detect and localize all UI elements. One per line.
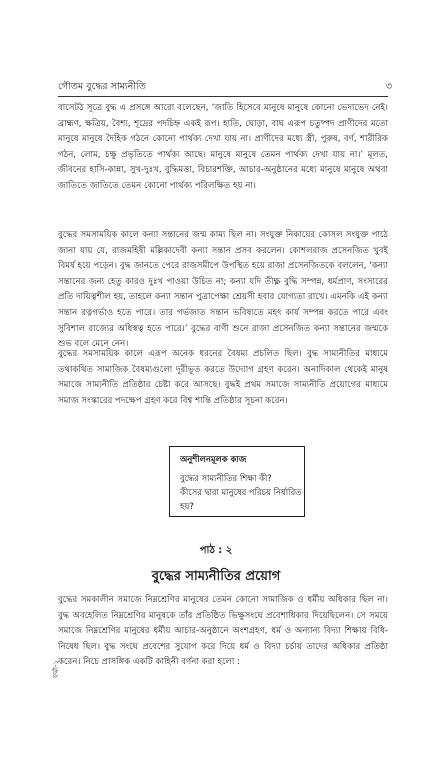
paragraph-2: বুদ্ধের সমসাময়িক কালে কন্যা সন্তানের জন্ম কাম্য ছিল না। সংযুক্ত নিকায়ের কোসল সংযুক্ত পাঠে জানা যায় যে, রাজমহিষী মল্লিকাদেবী কন্যা সন্তান প্রসব করলেন। কোশলরাজ প্রসেনজিত খুবই বিমর্ষ হয়ে পড়েন। বুদ্ধ জানতে পেরে রাজসমীপে উপস্থিত হয়ে রাজা প্রসেনজিতকে বললেন, ‘কন্যা সন্তানের জন্য হেতু কারও দুঃখ পাওয়া উচিত না; কন্যা যদি তীক্ষ্ণ বুদ্ধি সম্পন্ন, ধর্মপ্রাণ, সংসারের প্রতি দায়িত্বশীল হয়, তাহলে কন্যা সন্তান পুত্রাপেক্ষা শ্রেয়সী হবার যোগ্যতা রাখে। এমনকি এই কন্যা সন্তান রত্নগর্ভাও হতে পারে। তার গর্ভজাত সন্তান ভবিষ্যতে মহৎ কার্য সম্পন্ন করতে পারে এবং সুবিশাল রাজ্যের অধিস্বত্ব হতে পারে।’ বুদ্ধের বাণী শুনে রাজা প্রসেনজিত কন্যা সন্তানের জন্মকে শুভ বলে মেনে নেন। — [58, 230, 388, 350]
activity-question-2: কীসের দ্বারা মানুষের পরিচয় নির্ধারিত হয়? — [180, 487, 302, 511]
activity-box — [169, 446, 305, 517]
paragraph-3: বুদ্ধের সমসাময়িক কালে এরূপ অনেক ধরনের বৈষম্য প্রচলিত ছিল। বুদ্ধ সাম্যনীতির মাধ্যমে তথাকথিত সামাজিক বৈষম্যগুলো দূরীভূত করতে উদ্যোগ গ্রহণ করেন। অনাদিকাল থেকেই মানুষ সমাজে সাম্যনীতি প্রতিষ্ঠার চেষ্টা করে আসছে। বুদ্ধই প্রথম সমাজে সাম্যনীতি প্রয়োগের মাধ্যমে সমাজ সংস্কারের পদক্ষেপ গ্রহণ করে বিশ্ব শান্তি প্রতিষ্ঠার সূচনা করেন। — [58, 349, 388, 406]
paragraph-4: বুদ্ধের সমকালীন সমাজে নিম্নশ্রেণির মানুষের তেমন কোনো সামাজিক ও ধর্মীয় অধিকার ছিল না। বুদ্ধ অবহেলিত নিম্নশ্রেণির মানুষকে তাঁর প্রতিষ্ঠিত ভিক্ষুসংঘে প্রবেশাধিকার দিয়েছিলেন। সে সময়ে সমাজে নিম্নশ্রেণির মানুষের ধর্মীয় আচার-অনুষ্ঠানে অংশগ্রহণ, ধর্ম ও অন্যান্য বিদ্যা শিক্ষায় বিধি-নিষেধ ছিল। বুদ্ধ সংঘে প্রবেশের সুযোগ করে দিয়ে ধর্ম ও বিদ্যা চর্চায় তাদের অধিকার প্রতিষ্ঠা করেন। নিচে প্রাসঙ্গিক একটি কাহিনী বর্ণনা করা হলো : — [58, 595, 388, 668]
side-form-label: ফর্মা-১ — [52, 660, 60, 679]
section-heading: বুদ্ধের সাম্যনীতির প্রয়োগ — [151, 569, 281, 584]
page-header — [58, 80, 412, 94]
paragraph-1: বাসেটঠ সূত্রে বুদ্ধ এ প্রসঙ্গে আরো বলেছেন, ‘জাতি হিসেবে মানুষে মানুষে কোনো ভেদাভেদ নেই। ব্রাহ্মণ, ক্ষত্রিয়, বৈশ্য, শূদ্রের পদচিহ্ন একই রূপ। হাতি, ঘোড়া, বাঘ এরূপ চতুষ্পদ প্রাণীদের মতো মানুষে মানুষে দৈহিক গঠনে কোনো পার্থক্য দেখা যায় না। প্রাণীদের মধ্যে স্ত্রী, পুরুষ, বর্ণ, শারীরিক গঠন, লোম, চক্ষু প্রভৃতিতে পার্থক্য আছে। মানুষে মানুষে তেমন পার্থক্য দেখা যায় না।’ মূলত, জীবনের হাসি-কান্না, সুখ-দুঃখ, বুদ্ধিমত্তা, বিচারশক্তি, আচার-অনুষ্ঠানের মধ্যে মানুষে মানুষে অথবা জাতিতে জাতিতে তেমন কোনো পার্থক্য পরিলক্ষিত হয় না। — [58, 103, 388, 191]
activity-title: অনুশীলনমূলক কাজ — [180, 454, 247, 464]
lesson-label: পাঠ : ২ — [199, 545, 233, 556]
page-number: ৩ — [385, 81, 392, 92]
running-title: গৌতম বুদ্ধের সাম্যনীতি — [58, 81, 146, 92]
header-rule — [58, 96, 388, 97]
activity-question-1: বুদ্ধের সাম্যনীতির শিক্ষা কী? — [180, 473, 272, 483]
